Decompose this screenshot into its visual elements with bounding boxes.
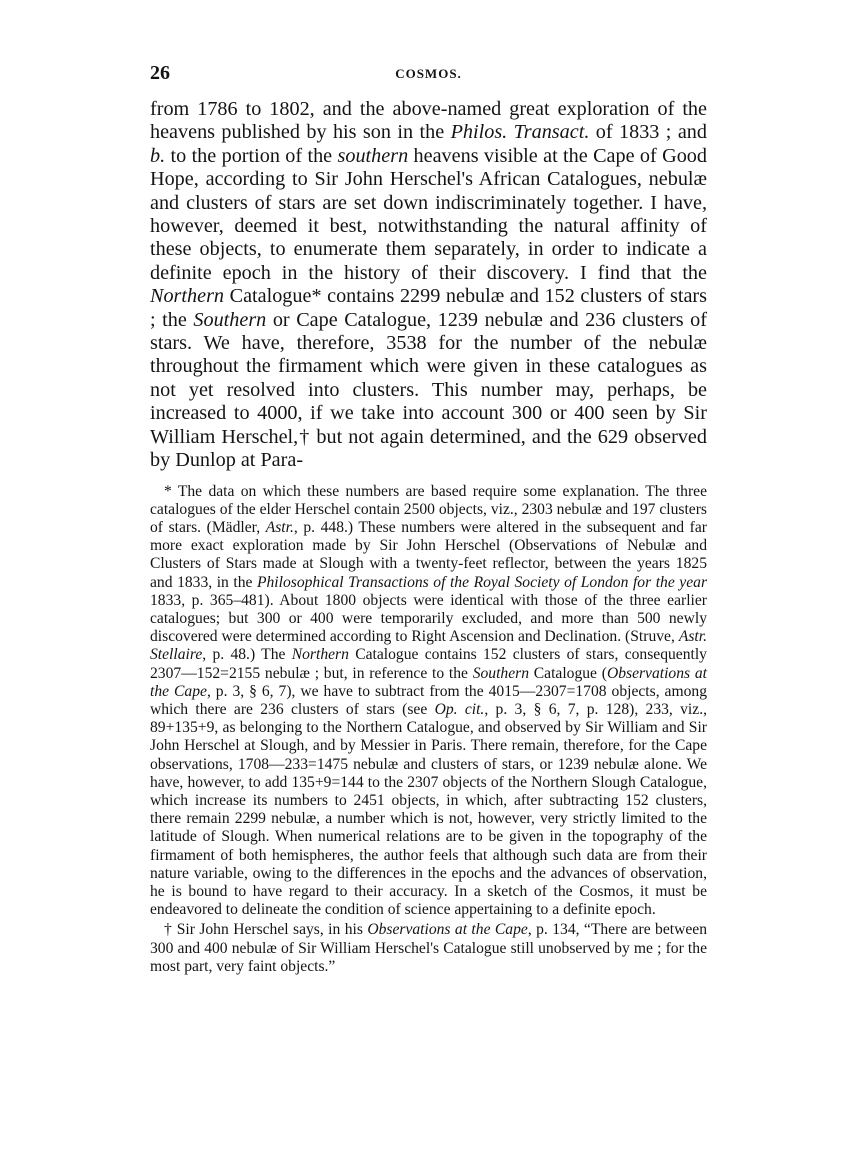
main-text [150, 98, 707, 473]
footnote-asterisk: * The data on which these numbers are based require some explanation. The three catalogues of the elder Herschel contain 2500 objects, viz., 2303 nebulæ and 197 clusters of stars. (Mädler, Astr., p. 448.) These numbers were altered in the subsequent and far more exact exploration made by Sir John Herschel (Observations of Nebulæ and Clusters of Stars made at Slough with a twenty-feet reflector, between the years 1825 and 1833, in the Philosophical Transactions of the Royal Society of London for the year 1833, p. 365–481). About 1800 objects were identical with those of the three earlier catalogues; but 300 or 400 were temporarily excluded, and more than 500 newly discovered were determined according to Right Ascension and Declination. (Struve, Astr. Stellaire, p. 48.) The Northern Catalogue contains 152 clusters of stars, consequently 2307—152=2155 nebulæ ; but, in reference to the Southern Catalogue (Observations at the Cape, p. 3, § 6, 7), we have to subtract from the 4015—2307=1708 objects, among which there are 236 clusters of stars (see Op. cit., p. 3, § 6, 7, p. 128), 233, viz., 89+135+9, as belonging to the Northern Catalogue, and observed by Sir William and Sir John Herschel at Slough, and by Messier in Paris. There remain, therefore, for the Cape observations, 1708—233=1475 nebulæ and clusters of stars, or 1239 nebulæ alone. We have, however, to add 135+9=144 to the 2307 objects of the Northern Slough Catalogue, which increase its numbers to 2451 objects, in which, after subtracting 152 clusters, there remain 2299 nebulæ, a number which is not, however, very strictly limited to the latitude of Slough. When numerical relations are to be given in the topography of the firmament of both hemispheres, the author feels that although such data are from their nature variable, owing to the differences in the epochs and the advances of observation, he is bound to have regard to their accuracy. In a sketch of the Cosmos, it must be endeavored to delineate the condition of science appertaining to a definite epoch. [150, 482, 708, 919]
footnotes [150, 483, 707, 976]
page-number: 26 [150, 62, 170, 84]
running-head: COSMOS. [395, 66, 462, 81]
body-paragraph: from 1786 to 1802, and the above-named great exploration of the heavens published by his son in the Philos. Transact. of 1833 ; and b. to the portion of the southern heavens visible at the Cape of Good Hope, according to Sir John Herschel's African Catalogues, nebulæ and clusters of stars are set down indiscriminately together. I have, however, deemed it best, notwithstanding the natural affinity of these objects, to enumerate them separately, in order to indicate a definite epoch in the history of their discovery. I find that the Northern Catalogue* contains 2299 nebulæ and 152 clusters of stars ; the Southern or Cape Catalogue, 1239 nebulæ and 236 clusters of stars. We have, therefore, 3538 for the number of the nebulæ throughout the firmament which were given in these catalogues as not yet resolved into clusters. This number may, perhaps, be increased to 4000, if we take into account 300 or 400 seen by Sir William Herschel,† but not again determined, and the 629 observed by Dunlop at Para- [150, 98, 707, 472]
page-header [150, 62, 707, 88]
footnote-dagger: † Sir John Herschel says, in his Observations at the Cape, p. 134, “There are between 300 and 400 nebulæ of Sir William Herschel's Catalogue still unobserved by me ; for the most part, very faint objects.” [150, 921, 708, 975]
book-page [150, 62, 707, 976]
